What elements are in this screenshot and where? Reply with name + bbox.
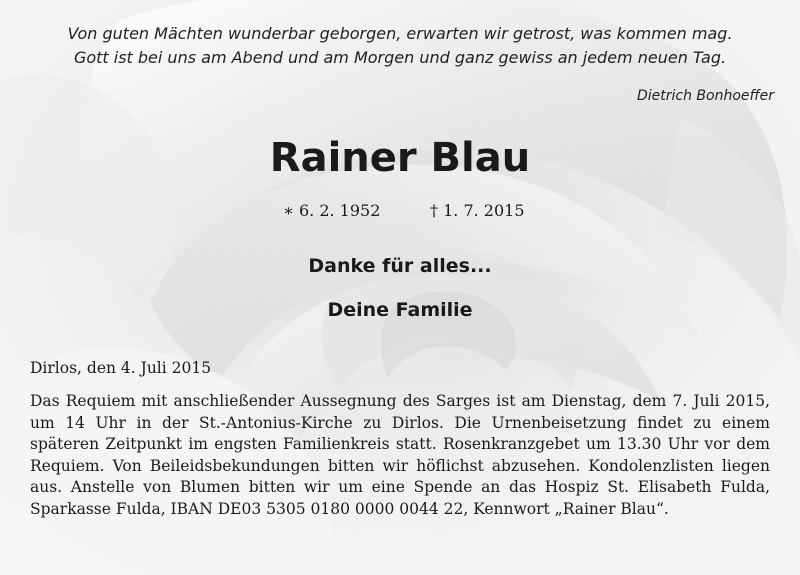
bonhoeffer-quote [0,22,800,70]
quote-line-1: Von guten Mächten wunderbar geborgen, erwarten wir getrost, was kommen mag. [67,24,733,43]
family-signature: Deine Familie [327,299,473,321]
deceased-name: Rainer Blau [269,135,531,181]
place-and-date: Dirlos, den 4. Juli 2015 [30,359,212,377]
thanks-message: Danke für alles... [308,255,492,277]
birth-date: ∗ 6. 2. 1952 [283,201,381,220]
funeral-details: Das Requiem mit anschließender Aussegnung des Sarges ist am Dienstag, dem 7. Juli 2015, um 14 Uhr in der St.-Antonius-Kirche zu Dirlos. Die Urnenbeisetzung findet zu einem späteren Zeitpunkt im engsten Familienkreis statt. Rosenkranzgebet um 13.30 Uhr vor dem Requiem. Von Beileidsbekundungen bitten wir höflichst abzusehen. Kondolenzlisten liegen aus. Anstelle von Blumen bitten wir um eine Spende an das Hospiz St. Elisabeth Fulda, Sparkasse Fulda, IBAN DE03 5305 0180 0000 0044 22, Kennwort „Rainer Blau“. [30,392,770,518]
quote-line-2: Gott ist bei uns am Abend und am Morgen und ganz gewiss an jedem neuen Tag. [73,48,727,67]
death-date: † 1. 7. 2015 [430,201,525,220]
quote-author: Dietrich Bonhoeffer [636,88,774,104]
